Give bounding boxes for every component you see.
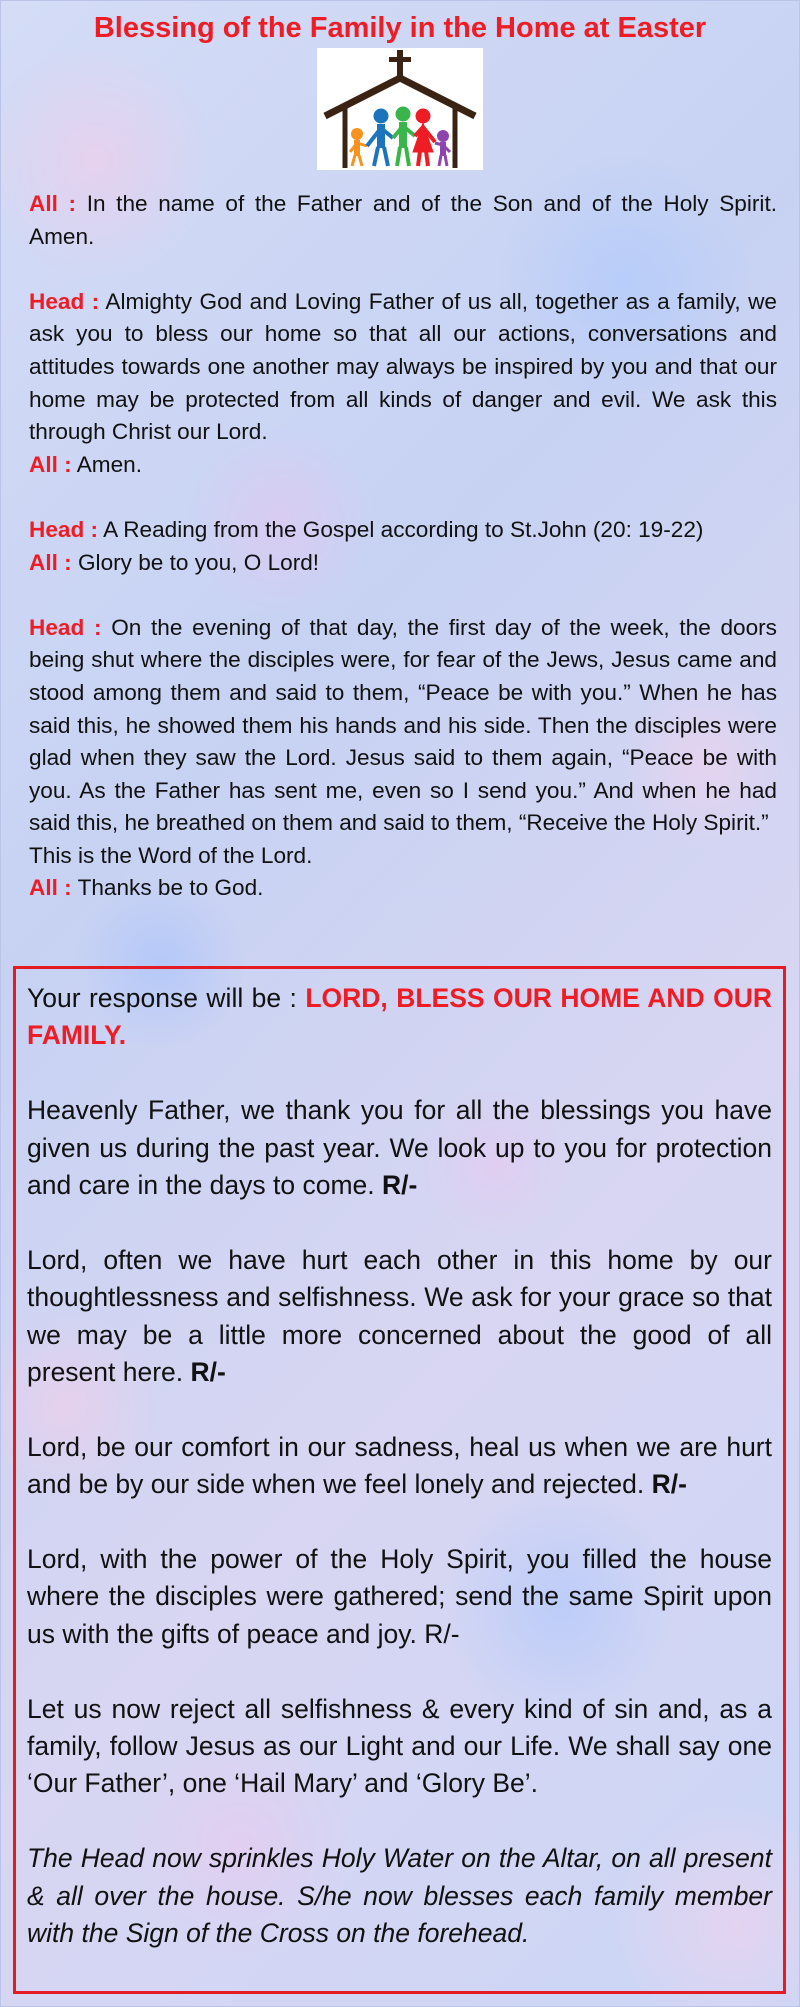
gospel-text: On the evening of that day, the first day of the week, the doors being shut where the disciples were, for fear of the Jews, Jesus came and stood among them and said to them, “Peace be with you.” When he has said this, he showed them his hands and his side. Then the disciples were glad when they saw the Lord. Jesus said to them again, “Peace be with you. As the Father has sent me, even so I send you.” And when he had said this, he breathed on them and said to them, “Receive the Holy Spirit.” [29,614,777,836]
response-mark: R/- [651,1469,687,1500]
responses-box [13,966,786,1994]
speaker-label: All : [29,549,72,575]
petition-3-text: Lord, be our comfort in our sadness, heal us when we are hurt and be by our side when we feel lonely and rejected. [27,1431,772,1500]
response-intro [27,980,772,1055]
petition-1-text: Heavenly Father, we thank you for all the blessings you have given us during the past year. We look up to you for protection and care in the days to come. [27,1095,772,1201]
closing-prayer: Let us now reject all selfishness & every kind of sin and, as a family, follow Jesus as our Light and our Life. We shall say one ‘Our Father’, one ‘Hail Mary’ and ‘Glory Be’. [27,1693,772,1799]
opening-line [29,188,777,253]
spacer [27,1391,772,1428]
liturgy-section [29,188,777,905]
prayer-response-line [29,449,777,482]
gospel-response-text: Thanks be to God. [77,875,264,901]
prayer-response-text: Amen. [76,451,143,477]
petition-2-text: Lord, often we have hurt each other in this home by our thoughtlessness and selfishness. We ask for your grace so that we may be a little more concerned about the good of all present here. [27,1244,772,1388]
reading-intro-text: A Reading from the Gospel according to St.John (20: 19-22) [103,516,704,542]
response-intro-label: Your response will be : [27,983,297,1013]
spacer [27,1803,772,1840]
petition-1 [27,1092,772,1204]
speaker-label: Head : [29,288,100,314]
speaker-label: All : [29,191,77,216]
spacer [27,1055,772,1092]
response-text: LORD, BLESS OUR HOME AND OUR FAMILY. [27,983,772,1051]
spacer [29,481,777,514]
speaker-label: Head : [29,516,99,542]
speaker-label: All : [29,451,72,477]
response-mark: R/- [382,1170,418,1201]
reading-response-text: Glory be to you, O Lord! [77,549,320,575]
page-title: Blessing of the Family in the Home at Easter [93,12,707,44]
prayer-line [29,286,777,449]
petition-3 [27,1429,772,1504]
response-mark: R/- [190,1357,226,1388]
spacer [29,579,777,612]
word-of-lord-line: This is the Word of the Lord. [29,842,313,868]
spacer [27,1504,772,1541]
reading-intro-line [29,514,777,547]
speaker-label: All : [29,875,72,901]
reading-response-line [29,547,777,580]
sprinkling-instruction: The Head now sprinkles Holy Water on the Altar, on all present & all over the house. S/he now blesses each family member with the Sign of the Cross on the forehead. [27,1843,772,1949]
gospel-line [29,612,777,840]
spacer [29,253,777,286]
speaker-label: Head : [29,614,102,640]
petition-4: Lord, with the power of the Holy Spirit, you filled the house where the disciples were gathered; send the same Spirit upon us with the gifts of peace and joy. R/- [27,1544,772,1649]
church-family-icon [317,48,483,170]
petition-2 [27,1242,772,1392]
spacer [27,1653,772,1690]
gospel-response-line [29,872,777,905]
prayer-text: Almighty God and Loving Father of us all, together as a family, we ask you to bless our home so that all our actions, conversations and attitudes towards one another may always be inspired by you and that our home may be protected from all kinds of danger and evil. We ask this through Christ our Lord. [29,288,777,445]
opening-text: In the name of the Father and of the Son and of the Holy Spirit. Amen. [29,191,777,249]
spacer [27,1204,772,1241]
